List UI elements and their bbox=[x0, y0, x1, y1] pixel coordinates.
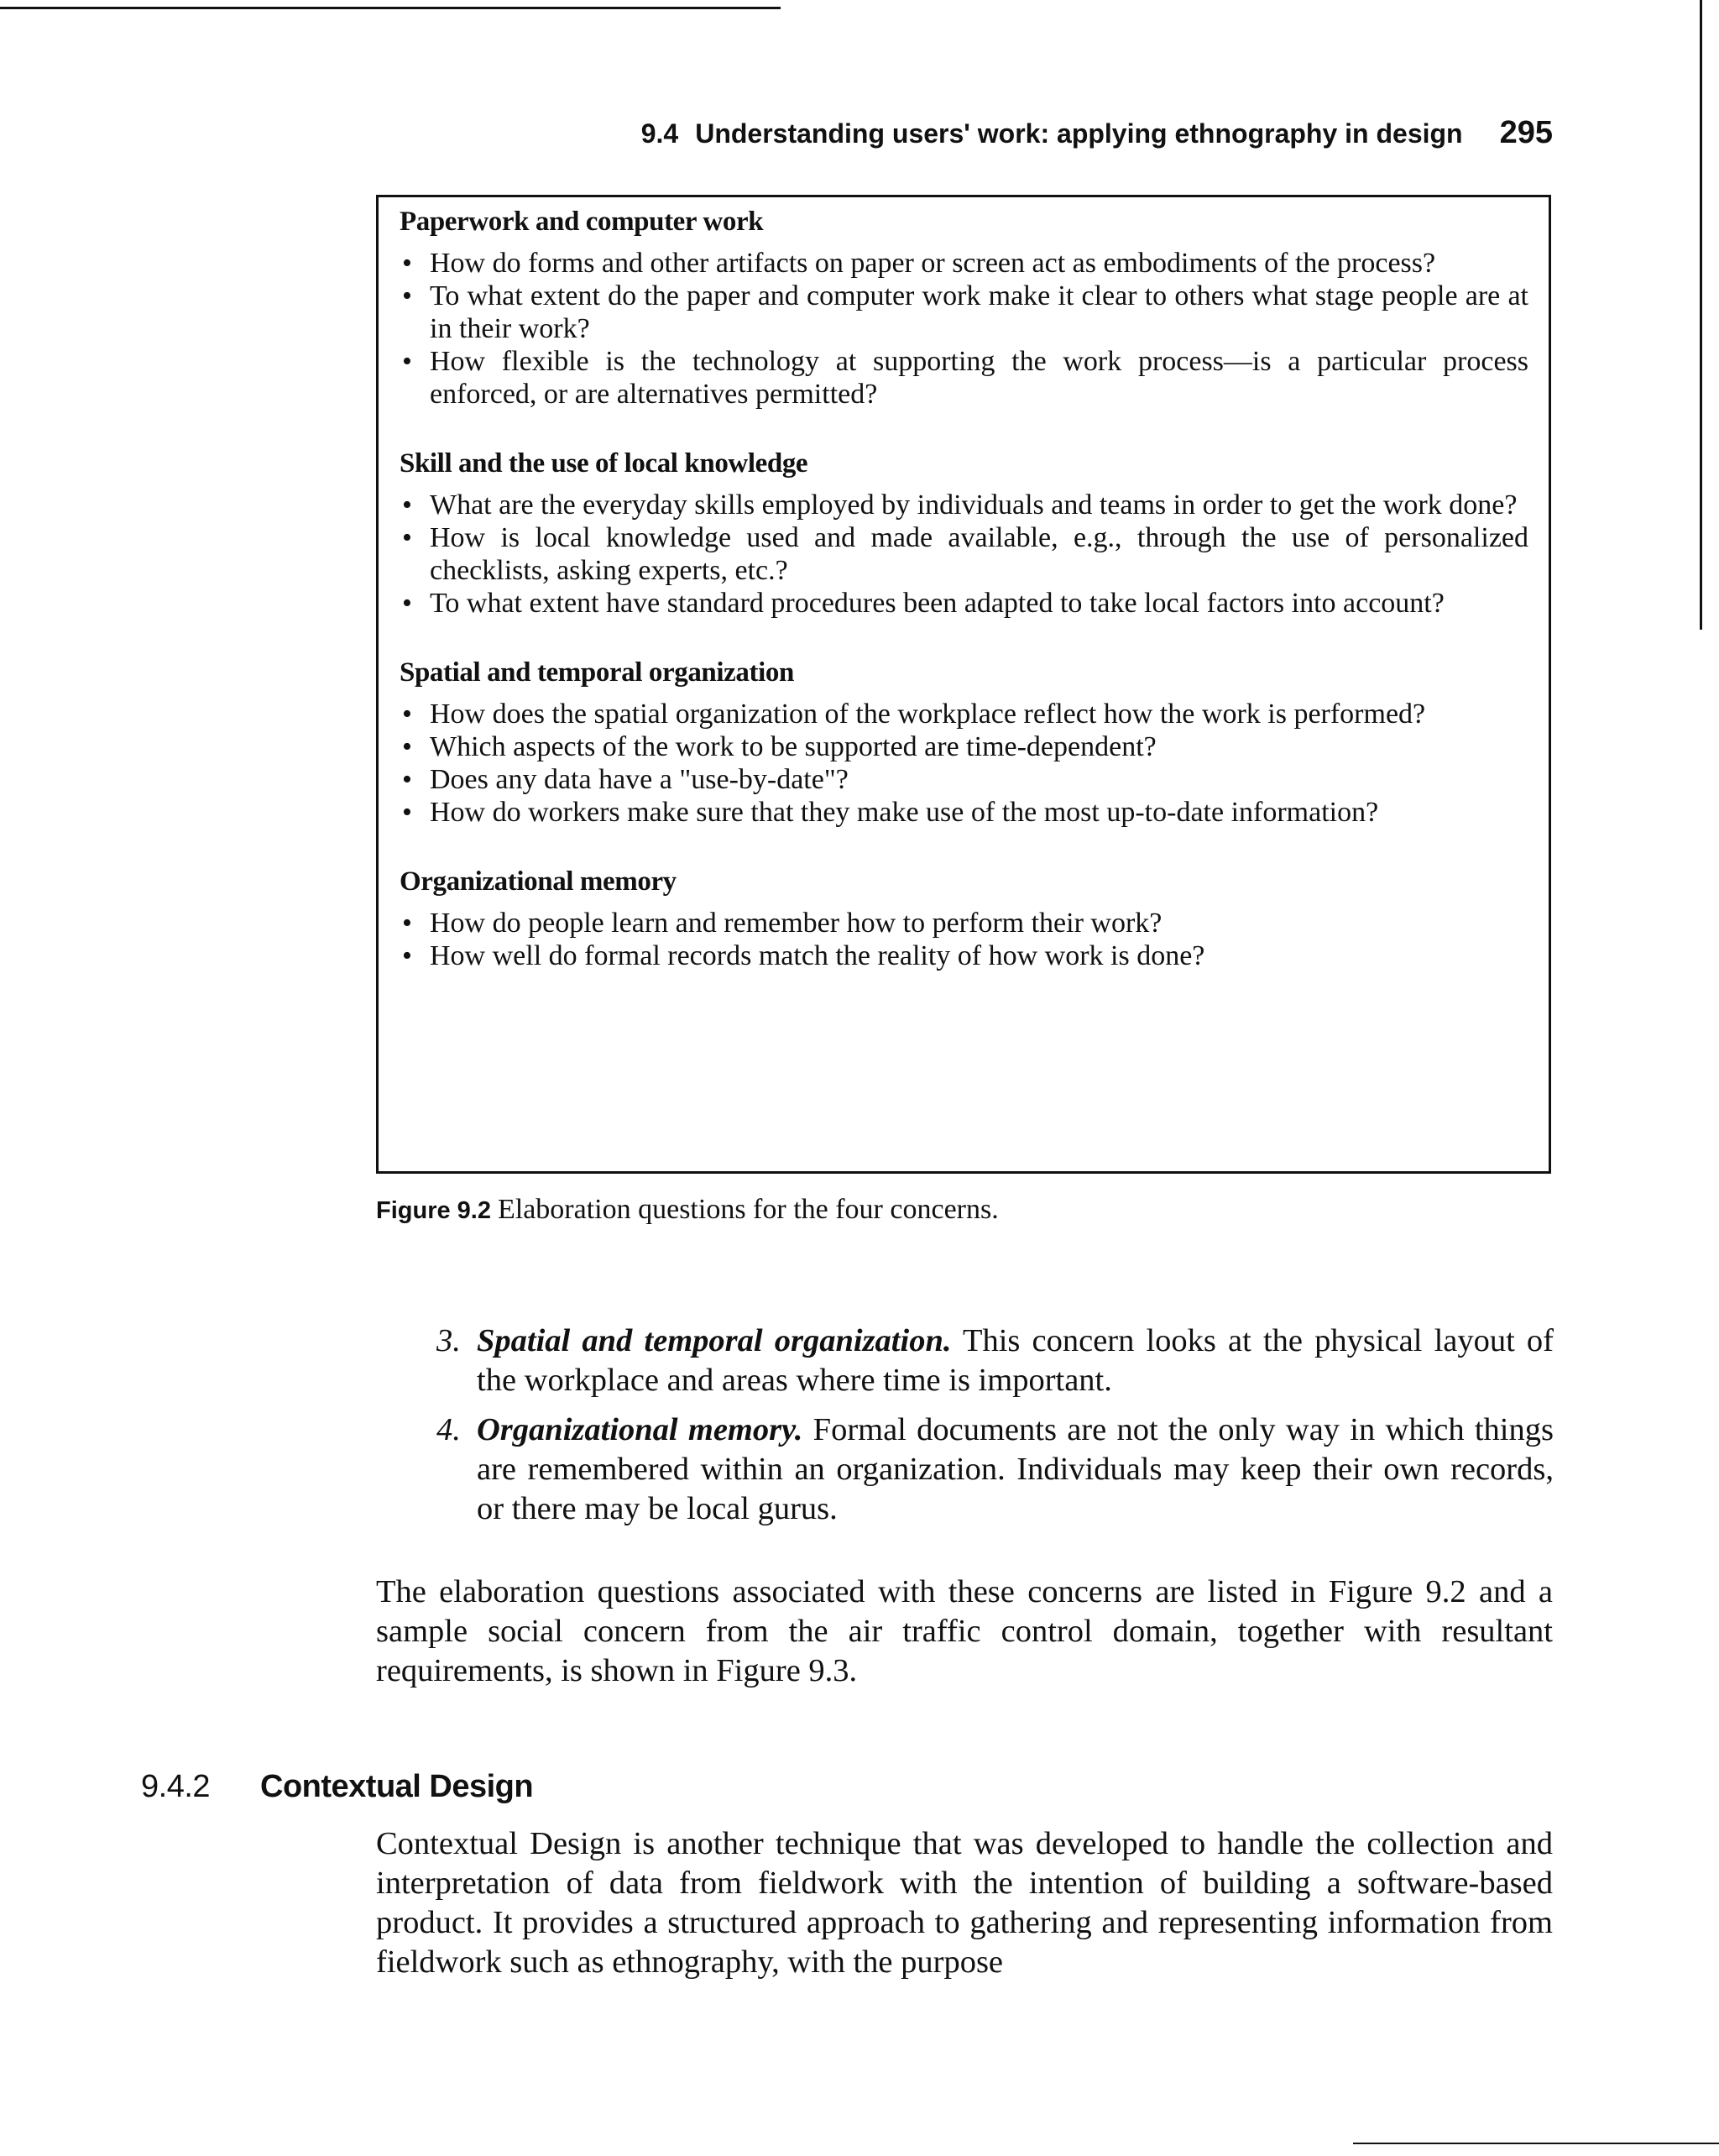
numbered-item bbox=[426, 1321, 1554, 1400]
concerns-numbered-list bbox=[426, 1321, 1554, 1529]
subsection-title: Contextual Design bbox=[260, 1769, 534, 1804]
question-item: • Does any data have a "use-by-date"? bbox=[400, 763, 1528, 796]
question-item: • How is local knowledge used and made available, e.g., through the use of personalized checklists, asking experts, etc.? bbox=[400, 521, 1528, 587]
question-item: • What are the everyday skills employed by individuals and teams in order to get the work done? bbox=[400, 489, 1528, 521]
figure-label: Figure 9.2 bbox=[376, 1197, 491, 1224]
concern-title: Organizational memory bbox=[400, 866, 677, 897]
item-text: This concern looks at the physical layout of the workplace and areas where time is important. bbox=[477, 1323, 1554, 1398]
concern-title: Paperwork and computer work bbox=[400, 207, 764, 237]
concern-section bbox=[400, 657, 1528, 829]
top-rule bbox=[0, 7, 781, 9]
concern-title: Skill and the use of local knowledge bbox=[400, 448, 808, 479]
question-list bbox=[400, 489, 1528, 620]
question-item: • How do forms and other artifacts on paper or screen act as embodiments of the process? bbox=[400, 247, 1528, 280]
question-list bbox=[400, 247, 1528, 411]
concern-section bbox=[400, 206, 1528, 411]
body-paragraph: The elaboration questions associated with these concerns are listed in Figure 9.2 and a sample social concern from the air traffic control domain, together with resultant requirements, is shown in Figure 9.3. bbox=[376, 1574, 1553, 1688]
concern-title: Spatial and temporal organization bbox=[400, 657, 794, 688]
subsection-number: 9.4.2 bbox=[141, 1769, 211, 1804]
running-head bbox=[588, 107, 1553, 158]
question-list bbox=[400, 907, 1528, 972]
item-number: 4. bbox=[436, 1412, 461, 1447]
question-item: • How do workers make sure that they make use of the most up-to-date information? bbox=[400, 796, 1528, 829]
figure-caption-text: Elaboration questions for the four concerns. bbox=[498, 1194, 999, 1225]
subsection-heading bbox=[141, 1761, 533, 1812]
item-lead: Spatial and temporal organization. bbox=[477, 1323, 952, 1358]
body-paragraph: Contextual Design is another technique that was developed to handle the collection and interpretation of data from fieldwork with the intention of building a software-based product. It provides a structured approach to gathering and representing information from fieldwork such as ethnography, with the purpose bbox=[376, 1826, 1553, 1980]
numbered-item bbox=[426, 1410, 1554, 1529]
question-item: • How flexible is the technology at supporting the work process—is a particular process enforced, or are alternatives permitted? bbox=[400, 345, 1528, 411]
concern-section bbox=[400, 447, 1528, 620]
bottom-rule bbox=[1353, 2143, 1719, 2144]
item-lead: Organizational memory. bbox=[477, 1412, 803, 1447]
question-item: • How do people learn and remember how to perform their work? bbox=[400, 907, 1528, 939]
question-list bbox=[400, 698, 1528, 829]
question-item: • How does the spatial organization of the workplace reflect how the work is performed? bbox=[400, 698, 1528, 730]
question-item: • To what extent have standard procedures been adapted to take local factors into account? bbox=[400, 587, 1528, 620]
right-margin-rule bbox=[1700, 0, 1702, 630]
concern-section bbox=[400, 866, 1528, 972]
question-item: • How well do formal records match the reality of how work is done? bbox=[400, 939, 1528, 972]
item-text: Formal documents are not the only way in which things are remembered within an organization. Individuals may keep their own records, or there may be local gurus. bbox=[477, 1412, 1554, 1526]
running-head-section-number: 9.4 bbox=[640, 118, 679, 149]
figure-caption bbox=[376, 1191, 1551, 1230]
figure-9-2-box bbox=[376, 195, 1551, 1174]
question-item: • Which aspects of the work to be supported are time-dependent? bbox=[400, 730, 1528, 763]
running-head-title: Understanding users' work: applying ethnography in design bbox=[695, 118, 1463, 149]
page-number: 295 bbox=[1499, 115, 1553, 150]
question-item: • To what extent do the paper and computer work make it clear to others what stage people are at in their work? bbox=[400, 280, 1528, 345]
item-number: 3. bbox=[436, 1323, 461, 1358]
